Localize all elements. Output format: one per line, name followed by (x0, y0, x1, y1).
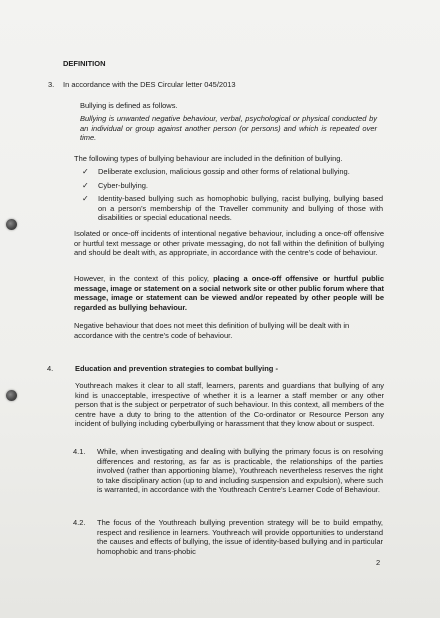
section-heading: DEFINITION (63, 59, 106, 68)
punch-hole (6, 219, 17, 230)
subitem-4-1-number: 4.1. (73, 447, 86, 456)
item-4-number: 4. (47, 364, 54, 373)
however-intro: However, in the context of this policy, (74, 274, 214, 283)
item-3-text: In accordance with the DES Circular letter 045/2013 (63, 80, 236, 89)
bullet-item: Cyber-bullying. (98, 181, 149, 190)
isolated-incidents-paragraph: Isolated or once-off incidents of intentional negative behaviour, including a once-off offensive or hurtful text message or other private messaging, do not fall within the definition of bullying and should be dealt with, as appropriate, in accordance with the centre’s code of behaviour. (74, 229, 384, 258)
punch-hole (6, 390, 17, 401)
check-icon: ✓ (82, 167, 89, 176)
check-icon: ✓ (82, 194, 89, 203)
subitem-4-2-number: 4.2. (73, 518, 86, 527)
negative-behaviour-paragraph: Negative behaviour that does not meet this definition of bullying will be dealt with in accordance with the centre’s code of behaviour. (74, 321, 350, 340)
bullet-item: Deliberate exclusion, malicious gossip and other forms of relational bullying. (98, 167, 350, 176)
item-4-title: Education and prevention strategies to combat bullying - (75, 364, 278, 373)
bullying-defined: Bullying is defined as follows. (80, 101, 178, 110)
bullying-definition: Bullying is unwanted negative behaviour, verbal, psychological or physical conducted by an individual or group against another person (or persons) and which is repeated over time. (80, 114, 377, 143)
bullet-item: Identity-based bullying such as homophobic bullying, racist bullying, bullying based on a person’s membership of the Traveller community and bullying of those with disabilities or special educational needs. (98, 194, 383, 223)
check-icon: ✓ (82, 181, 89, 190)
page-number: 2 (376, 558, 381, 567)
subitem-4-1-text: While, when investigating and dealing with bullying the primary focus is on resolving differences and restoring, as far as is practicable, the relationships of the parties involved (rather than apportioning blame), Youthreach nevertheless reserves the right to take disciplinary action (up to and including suspension and expulsion), where such is warranted, in accordance with the Youthreach Centre’s Learner Code of Behaviour. (97, 447, 383, 495)
types-intro: The following types of bullying behaviour are included in the definition of bullying. (74, 154, 343, 163)
subitem-4-2-text: The focus of the Youthreach bullying prevention strategy will be to build empathy, respect and resilience in learners. Youthreach will provide opportunities to understand the causes and effects of bullying, the issue of identity-based bullying and in particular homophobic and trans-phobic (97, 518, 383, 556)
however-emphasis: placing a once-off offensive or hurtful public message, image or statement on a social network site or other public forum where that message, image or statement can be viewed and/or repeated by other people will be regarded as bullying behaviour. (74, 274, 384, 312)
youthreach-paragraph: Youthreach makes it clear to all staff, learners, parents and guardians that bullying of any kind is unacceptable, irrespective of whether it is a learner a staff member or any other person that is the subject or perpetrator of such behaviour. In this context, all members of the centre have a duty to bring to the attention of the Co-ordinator or Resource Person any incident of bullying including cyberbullying or harassment that they know about or suspect. (75, 381, 384, 429)
however-paragraph (74, 274, 384, 312)
item-3-number: 3. (48, 80, 55, 89)
